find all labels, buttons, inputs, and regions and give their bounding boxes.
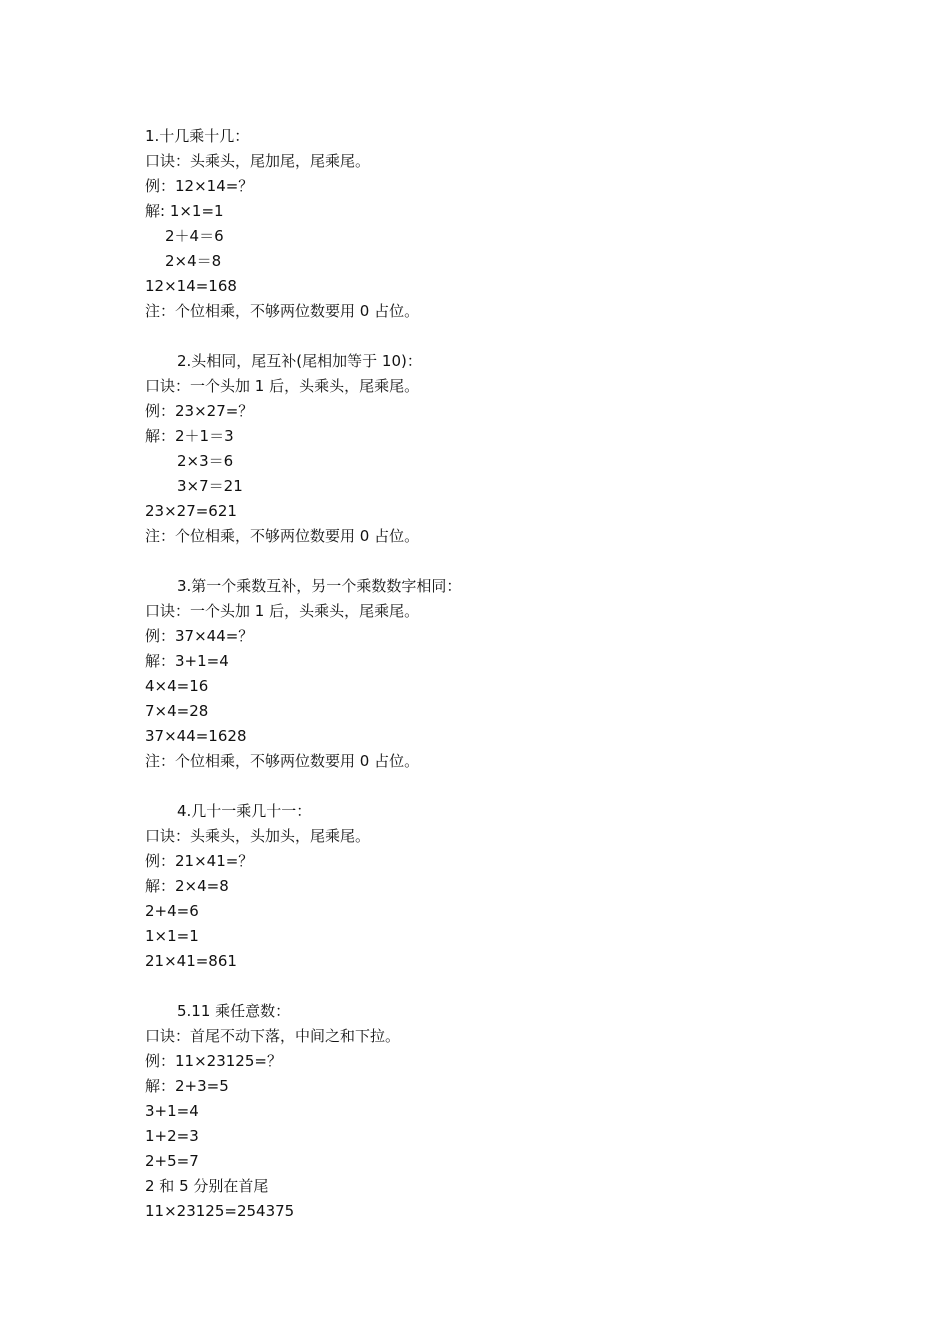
section-note: 注：个位相乘，不够两位数要用 0 占位。 <box>145 527 420 545</box>
section-heading: 5.11 乘任意数： <box>177 1002 291 1020</box>
section-heading: 1.十几乘十几： <box>145 127 250 145</box>
solution-step: 2＋4＝6 <box>165 227 224 245</box>
section-rhyme: 口诀：头乘头，头加头，尾乘尾。 <box>145 827 371 845</box>
section-5 <box>145 999 845 1224</box>
section-solution: 解：2+3=5 <box>145 1077 229 1095</box>
section-heading: 3.第一个乘数互补，另一个乘数数字相同： <box>177 577 462 595</box>
section-1 <box>145 124 845 324</box>
solution-step: 3+1=4 <box>145 1102 199 1120</box>
section-example: 例：12×14=？ <box>145 177 254 195</box>
section-example: 例：21×41=？ <box>145 852 254 870</box>
section-note: 注：个位相乘，不够两位数要用 0 占位。 <box>145 302 420 320</box>
section-heading: 2.头相同，尾互补(尾相加等于 10)： <box>177 352 422 370</box>
section-solution: 解: 1×1=1 <box>145 202 224 220</box>
section-3 <box>145 574 845 774</box>
section-result: 23×27=621 <box>145 502 237 520</box>
solution-step: 1×1=1 <box>145 927 199 945</box>
section-solution: 解：3+1=4 <box>145 652 229 670</box>
solution-step: 2+5=7 <box>145 1152 199 1170</box>
section-heading: 4.几十一乘几十一： <box>177 802 312 820</box>
section-4 <box>145 799 845 974</box>
solution-step: 7×4=28 <box>145 702 209 720</box>
solution-step: 2×3＝6 <box>177 452 234 470</box>
section-rhyme: 口诀：头乘头，尾加尾，尾乘尾。 <box>145 152 371 170</box>
section-note: 注：个位相乘，不够两位数要用 0 占位。 <box>145 752 420 770</box>
section-example: 例：23×27=？ <box>145 402 254 420</box>
section-solution: 解：2×4=8 <box>145 877 229 895</box>
section-gap <box>145 974 845 999</box>
section-result: 11×23125=254375 <box>145 1202 295 1220</box>
section-rhyme: 口诀：首尾不动下落，中间之和下拉。 <box>145 1027 401 1045</box>
section-result: 21×41=861 <box>145 952 237 970</box>
section-solution: 解：2＋1＝3 <box>145 427 234 445</box>
solution-step: 2×4＝8 <box>165 252 222 270</box>
solution-step: 3×7＝21 <box>177 477 243 495</box>
section-2 <box>145 349 845 549</box>
section-gap <box>145 774 845 799</box>
section-gap <box>145 549 845 574</box>
solution-step: 4×4=16 <box>145 677 209 695</box>
solution-step: 2 和 5 分别在首尾 <box>145 1177 269 1195</box>
section-result: 37×44=1628 <box>145 727 247 745</box>
solution-step: 2+4=6 <box>145 902 199 920</box>
section-result: 12×14=168 <box>145 277 237 295</box>
section-rhyme: 口诀：一个头加 1 后，头乘头，尾乘尾。 <box>145 377 420 395</box>
section-example: 例：11×23125=？ <box>145 1052 282 1070</box>
document-content <box>145 124 845 1224</box>
section-rhyme: 口诀：一个头加 1 后，头乘头，尾乘尾。 <box>145 602 420 620</box>
solution-step: 1+2=3 <box>145 1127 199 1145</box>
section-example: 例：37×44=？ <box>145 627 254 645</box>
section-gap <box>145 324 845 349</box>
